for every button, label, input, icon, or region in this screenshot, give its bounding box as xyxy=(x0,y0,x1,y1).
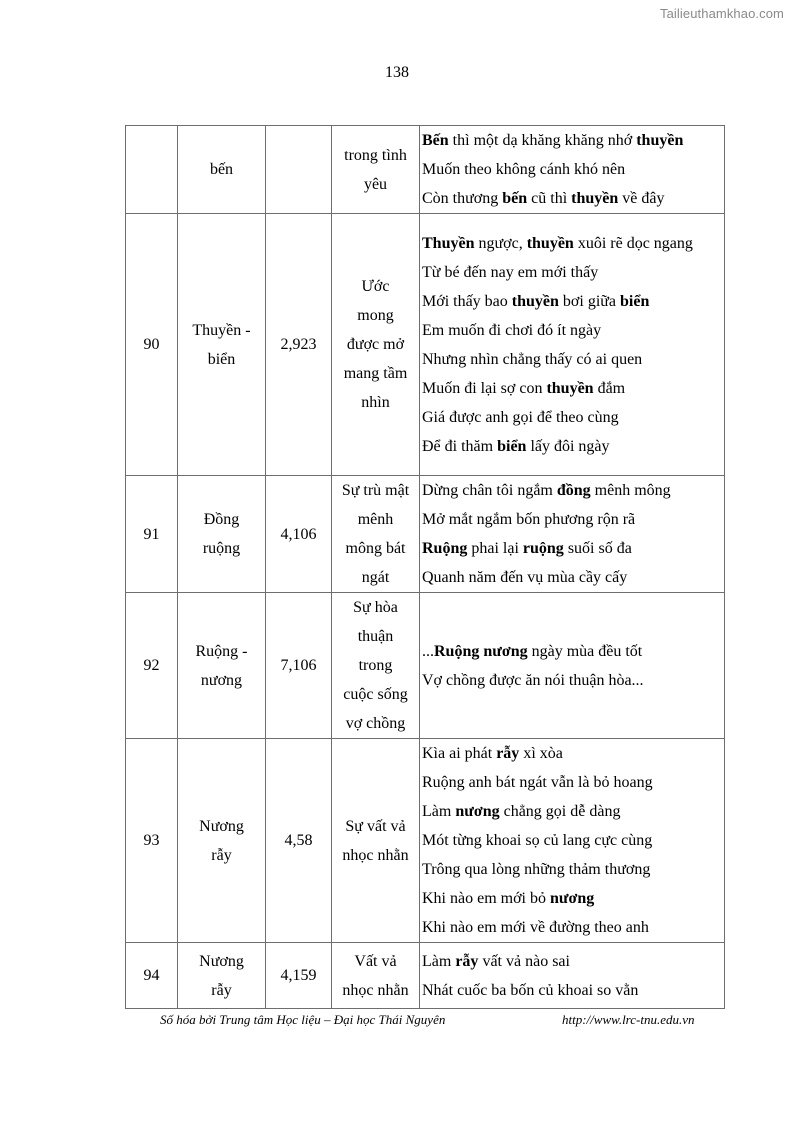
image-word-line: Ruộng - xyxy=(195,642,248,660)
folk-verse xyxy=(420,214,725,476)
row-number xyxy=(126,126,178,214)
folk-verse xyxy=(420,739,725,943)
verse-line xyxy=(422,884,722,913)
frequency-value: 2,923 xyxy=(266,214,332,476)
verse-text: Muốn theo không cánh khó nên xyxy=(422,161,626,178)
table-row xyxy=(126,476,725,593)
image-word-line: nương xyxy=(200,671,243,689)
row-number: 94 xyxy=(126,943,178,1009)
meaning-line: nhìn xyxy=(361,394,390,411)
verse-text: Dừng chân tôi ngắm xyxy=(422,482,557,499)
meaning-line: cuộc sống xyxy=(343,686,408,703)
verse-text: cũ thì xyxy=(527,190,572,207)
folk-verse xyxy=(420,593,725,739)
verse-line xyxy=(422,432,722,461)
verse-text: Em muốn đi chơi đó ít ngày xyxy=(422,321,602,339)
table-row xyxy=(126,739,725,943)
meaning-line: yêu xyxy=(363,175,388,193)
verse-text: Để đi thăm xyxy=(422,437,498,455)
row-number: 91 xyxy=(126,476,178,593)
meaning-line: Ước xyxy=(361,278,390,295)
verse-text: chẳng gọi dễ dàng xyxy=(499,803,621,820)
verse-text: thì một dạ khăng khăng nhớ xyxy=(448,132,637,149)
keyword: Ruộng xyxy=(422,540,468,557)
verse-line xyxy=(422,155,722,184)
table-row xyxy=(126,593,725,739)
keyword: thuyền xyxy=(636,132,684,149)
image-word xyxy=(178,943,266,1009)
page-number: 138 xyxy=(385,64,409,81)
verse-line xyxy=(422,739,722,768)
meaning-line: mênh xyxy=(357,511,394,528)
table-row xyxy=(126,943,725,1009)
verse-line xyxy=(422,505,722,534)
verse-text: Vợ chồng được ăn nói thuận hòa... xyxy=(422,671,644,689)
verse-text: Mới thấy bao xyxy=(422,292,512,310)
verse-text: Nhưng nhìn chẳng thấy có ai quen xyxy=(422,350,643,368)
image-word-line: biển xyxy=(207,350,236,368)
folk-verse xyxy=(420,476,725,593)
verse-line xyxy=(422,287,722,316)
frequency-value: 4,159 xyxy=(266,943,332,1009)
verse-text: suối số đa xyxy=(563,540,632,557)
image-word xyxy=(178,126,266,214)
image-word-line: Nương xyxy=(199,952,244,970)
verse-line xyxy=(422,797,722,826)
verse-text: ... xyxy=(422,642,434,660)
verse-line xyxy=(422,534,722,563)
folk-verse xyxy=(420,126,725,214)
verse-text: bơi giữa xyxy=(558,292,621,310)
meaning-line: mông bát xyxy=(345,540,406,557)
symbolic-meaning xyxy=(332,126,420,214)
meaning-line: mong xyxy=(357,307,394,324)
verse-line xyxy=(422,258,722,287)
verse-text: Nhát cuốc ba bốn củ khoai so vằn xyxy=(422,981,639,999)
keyword: thuyền xyxy=(511,292,559,310)
image-word xyxy=(178,593,266,739)
keyword: ruộng xyxy=(522,540,564,557)
folk-verse xyxy=(420,943,725,1009)
symbolic-meaning xyxy=(332,943,420,1009)
verse-line xyxy=(422,374,722,403)
symbolic-meaning xyxy=(332,476,420,593)
symbolic-meaning xyxy=(332,739,420,943)
verse-text: Quanh năm đến vụ mùa cầy cấy xyxy=(422,569,628,586)
keyword: biển xyxy=(497,437,527,455)
meaning-line: thuận xyxy=(357,628,394,645)
verse-line xyxy=(422,126,722,155)
keyword: nương xyxy=(455,803,500,820)
verse-text: Làm xyxy=(422,952,456,970)
meaning-line: mang tầm xyxy=(343,365,408,382)
image-word-line: Đồng xyxy=(203,511,240,528)
verse-line xyxy=(422,316,722,345)
verse-text: mênh mông xyxy=(590,482,671,499)
verse-text: Khi nào em mới về đường theo anh xyxy=(422,919,649,936)
keyword: đồng xyxy=(556,482,591,499)
meaning-line: được mở xyxy=(346,336,405,353)
footer-url[interactable]: http://www.lrc-tnu.edu.vn xyxy=(562,1012,695,1027)
folk-verse-table xyxy=(125,125,725,1009)
image-word-line: Thuyền - xyxy=(192,321,251,339)
keyword: rẫy xyxy=(455,952,479,970)
row-number: 93 xyxy=(126,739,178,943)
frequency-value xyxy=(266,126,332,214)
row-number: 92 xyxy=(126,593,178,739)
keyword: thuyền xyxy=(546,379,594,397)
meaning-line: nhọc nhằn xyxy=(342,981,409,999)
verse-text: Kìa ai phát xyxy=(422,745,497,762)
image-word-line: rẫy xyxy=(211,846,232,864)
row-number: 90 xyxy=(126,214,178,476)
verse-text: vất vả nào sai xyxy=(478,952,570,970)
verse-text: Ruộng anh bát ngát vẫn là bỏ hoang xyxy=(422,774,653,791)
verse-line xyxy=(422,403,722,432)
verse-text: Làm xyxy=(422,803,456,820)
image-word xyxy=(178,739,266,943)
frequency-value: 4,58 xyxy=(266,739,332,943)
symbolic-meaning xyxy=(332,214,420,476)
image-word-line: rẫy xyxy=(211,981,232,999)
keyword: Thuyền xyxy=(422,234,475,252)
verse-line xyxy=(422,947,722,976)
verse-text: Mở mắt ngắm bốn phương rộn rã xyxy=(422,511,636,528)
verse-line xyxy=(422,666,722,695)
verse-line xyxy=(422,976,722,1005)
meaning-line: trong xyxy=(358,657,393,674)
verse-text: về đây xyxy=(618,190,665,207)
keyword: rẫy xyxy=(496,745,520,762)
verse-line xyxy=(422,637,722,666)
verse-text: xì xòa xyxy=(519,745,563,762)
verse-text: Muốn đi lại sợ con xyxy=(422,379,547,397)
table-row xyxy=(126,214,725,476)
keyword: bến xyxy=(502,190,528,207)
meaning-line: Sự vất vả xyxy=(345,817,406,835)
image-word-line: ruộng xyxy=(202,540,241,557)
keyword: nương xyxy=(550,890,595,907)
image-word-line: bến xyxy=(209,161,234,178)
meaning-line: Sự trù mật xyxy=(341,482,410,499)
verse-line xyxy=(422,476,722,505)
verse-text: ngày mùa đều tốt xyxy=(527,642,643,660)
verse-text: lấy đôi ngày xyxy=(526,437,610,455)
meaning-line: ngát xyxy=(361,569,390,586)
verse-text: Mót từng khoai sọ củ lang cực cùng xyxy=(422,832,653,849)
verse-line xyxy=(422,826,722,855)
keyword: Ruộng nương xyxy=(434,642,528,660)
verse-text: đắm xyxy=(593,379,626,397)
table-row xyxy=(126,126,725,214)
frequency-value: 7,106 xyxy=(266,593,332,739)
verse-text: Giá được anh gọi để theo cùng xyxy=(422,408,619,426)
verse-text: ngược, xyxy=(474,234,527,252)
frequency-value: 4,106 xyxy=(266,476,332,593)
verse-line xyxy=(422,563,722,592)
meaning-line: Sự hòa xyxy=(353,599,398,616)
footer-source: Số hóa bởi Trung tâm Học liệu – Đại học Thái Nguyên xyxy=(160,1012,446,1027)
verse-line xyxy=(422,184,722,213)
keyword: thuyền xyxy=(571,190,619,207)
verse-text: xuôi rẽ dọc ngang xyxy=(573,234,693,252)
verse-line xyxy=(422,913,722,942)
verse-line xyxy=(422,855,722,884)
image-word-line: Nương xyxy=(199,817,244,835)
image-word xyxy=(178,214,266,476)
symbolic-meaning xyxy=(332,593,420,739)
watermark: Tailieuthamkhao.com xyxy=(659,6,784,21)
verse-text: Còn thương xyxy=(422,190,503,207)
keyword: thuyền xyxy=(526,234,574,252)
meaning-line: nhọc nhằn xyxy=(342,846,409,864)
verse-line xyxy=(422,345,722,374)
verse-text: Khi nào em mới bỏ xyxy=(422,890,550,907)
verse-line xyxy=(422,768,722,797)
keyword: biển xyxy=(620,292,650,310)
meaning-line: Vất vả xyxy=(354,952,397,970)
verse-text: phai lại xyxy=(467,540,523,557)
meaning-line: vợ chồng xyxy=(345,715,406,732)
keyword: Bến xyxy=(422,132,449,149)
meaning-line: trong tình xyxy=(344,146,407,164)
image-word xyxy=(178,476,266,593)
verse-text: Từ bé đến nay em mới thấy xyxy=(422,263,599,281)
verse-line xyxy=(422,229,722,258)
verse-text: Trông qua lòng những thảm thương xyxy=(422,861,651,878)
